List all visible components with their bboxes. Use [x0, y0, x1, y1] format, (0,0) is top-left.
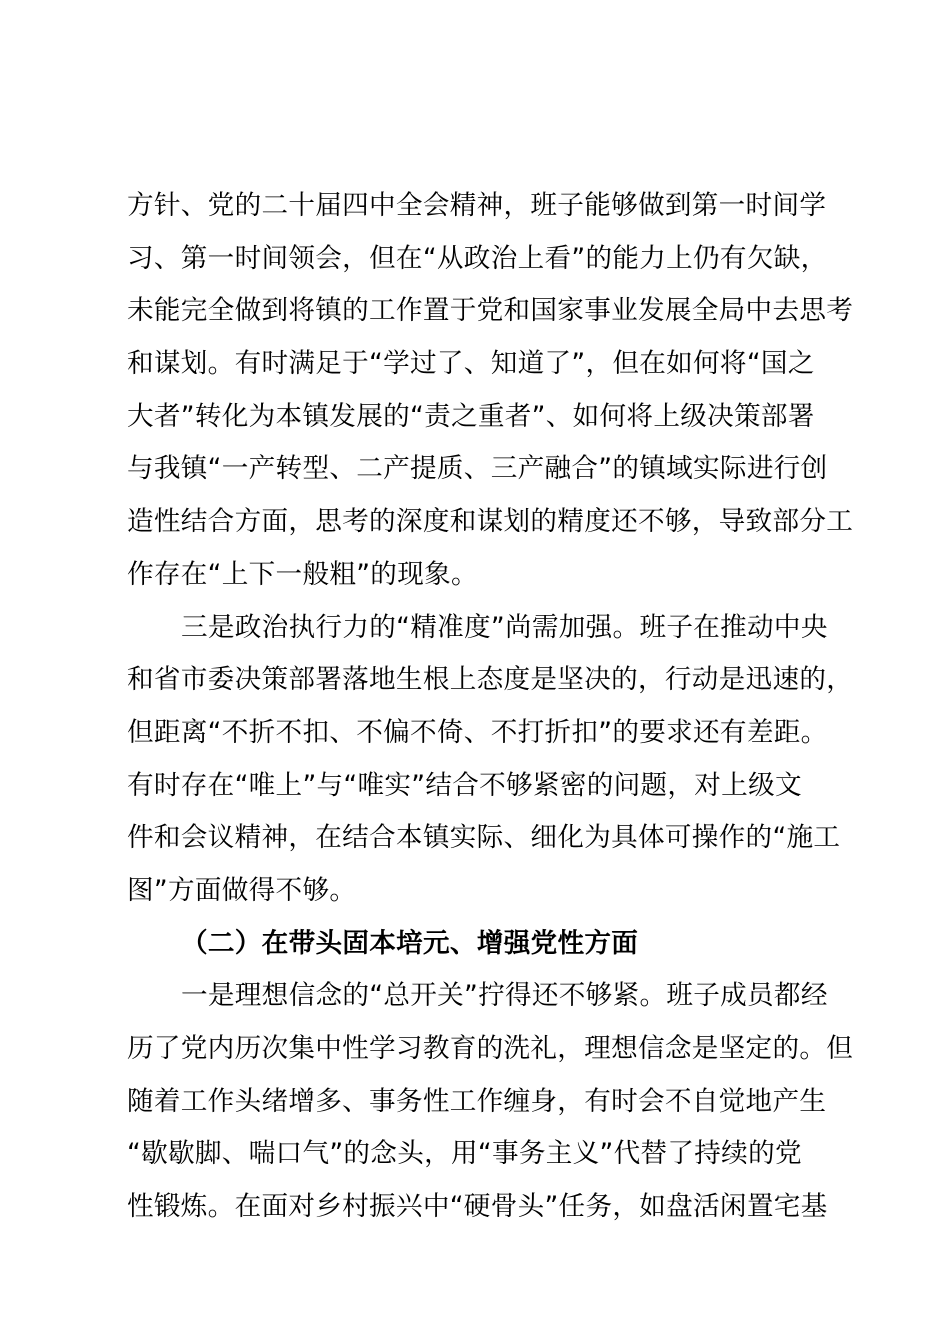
- text-line: 习、第一时间领会，但在“从政治上看”的能力上仍有欠缺，: [127, 242, 828, 274]
- paragraph-ideals-beliefs: [127, 970, 854, 1233]
- text-line: “歇歇脚、喘口气”的念头，用“事务主义”代替了持续的党: [127, 1138, 802, 1170]
- text-line: 和省市委决策部署落地生根上态度是坚决的，行动是迅速的，: [127, 664, 854, 696]
- text-line: 和谋划。有时满足于“学过了、知道了”，但在如何将“国之: [127, 348, 815, 380]
- text-line: 与我镇“一产转型、二产提质、三产融合”的镇域实际进行创: [127, 453, 828, 485]
- text-line: 未能完全做到将镇的工作置于党和国家事业发展全局中去思考: [127, 295, 854, 327]
- text-line: 作存在“上下一般粗”的现象。: [127, 558, 478, 590]
- text-line: 造性结合方面，思考的深度和谋划的精度还不够，导致部分工: [127, 506, 854, 538]
- document-page: [127, 180, 854, 1234]
- text-line: 一是理想信念的“总开关”拧得还不够紧。班子成员都经: [181, 980, 828, 1012]
- text-line: 图”方面做得不够。: [127, 874, 357, 906]
- text-line: 大者”转化为本镇发展的“责之重者”、如何将上级决策部署: [127, 400, 815, 432]
- section-heading: （二）在带头固本培元、增强党性方面: [181, 927, 639, 959]
- paragraph-execution-precision: [127, 602, 854, 918]
- text-line: 三是政治执行力的“精准度”尚需加强。班子在推动中央: [181, 611, 828, 643]
- text-line: 性锻炼。在面对乡村振兴中“硬骨头”任务，如盘活闲置宅基: [127, 1191, 828, 1223]
- text-line: 有时存在“唯上”与“唯实”结合不够紧密的问题，对上级文: [127, 769, 802, 801]
- text-line: 但距离“不折不扣、不偏不倚、不打折扣”的要求还有差距。: [127, 716, 828, 748]
- text-line: 历了党内历次集中性学习教育的洗礼，理想信念是坚定的。但: [127, 1033, 854, 1064]
- paragraph-political-view: [127, 180, 854, 602]
- text-line: 件和会议精神，在结合本镇实际、细化为具体可操作的“施工: [127, 822, 841, 854]
- text-line: 方针、党的二十届四中全会精神，班子能够做到第一时间学: [127, 190, 827, 221]
- text-line: 随着工作头绪增多、事务性工作缠身，有时会不自觉地产生: [127, 1085, 827, 1117]
